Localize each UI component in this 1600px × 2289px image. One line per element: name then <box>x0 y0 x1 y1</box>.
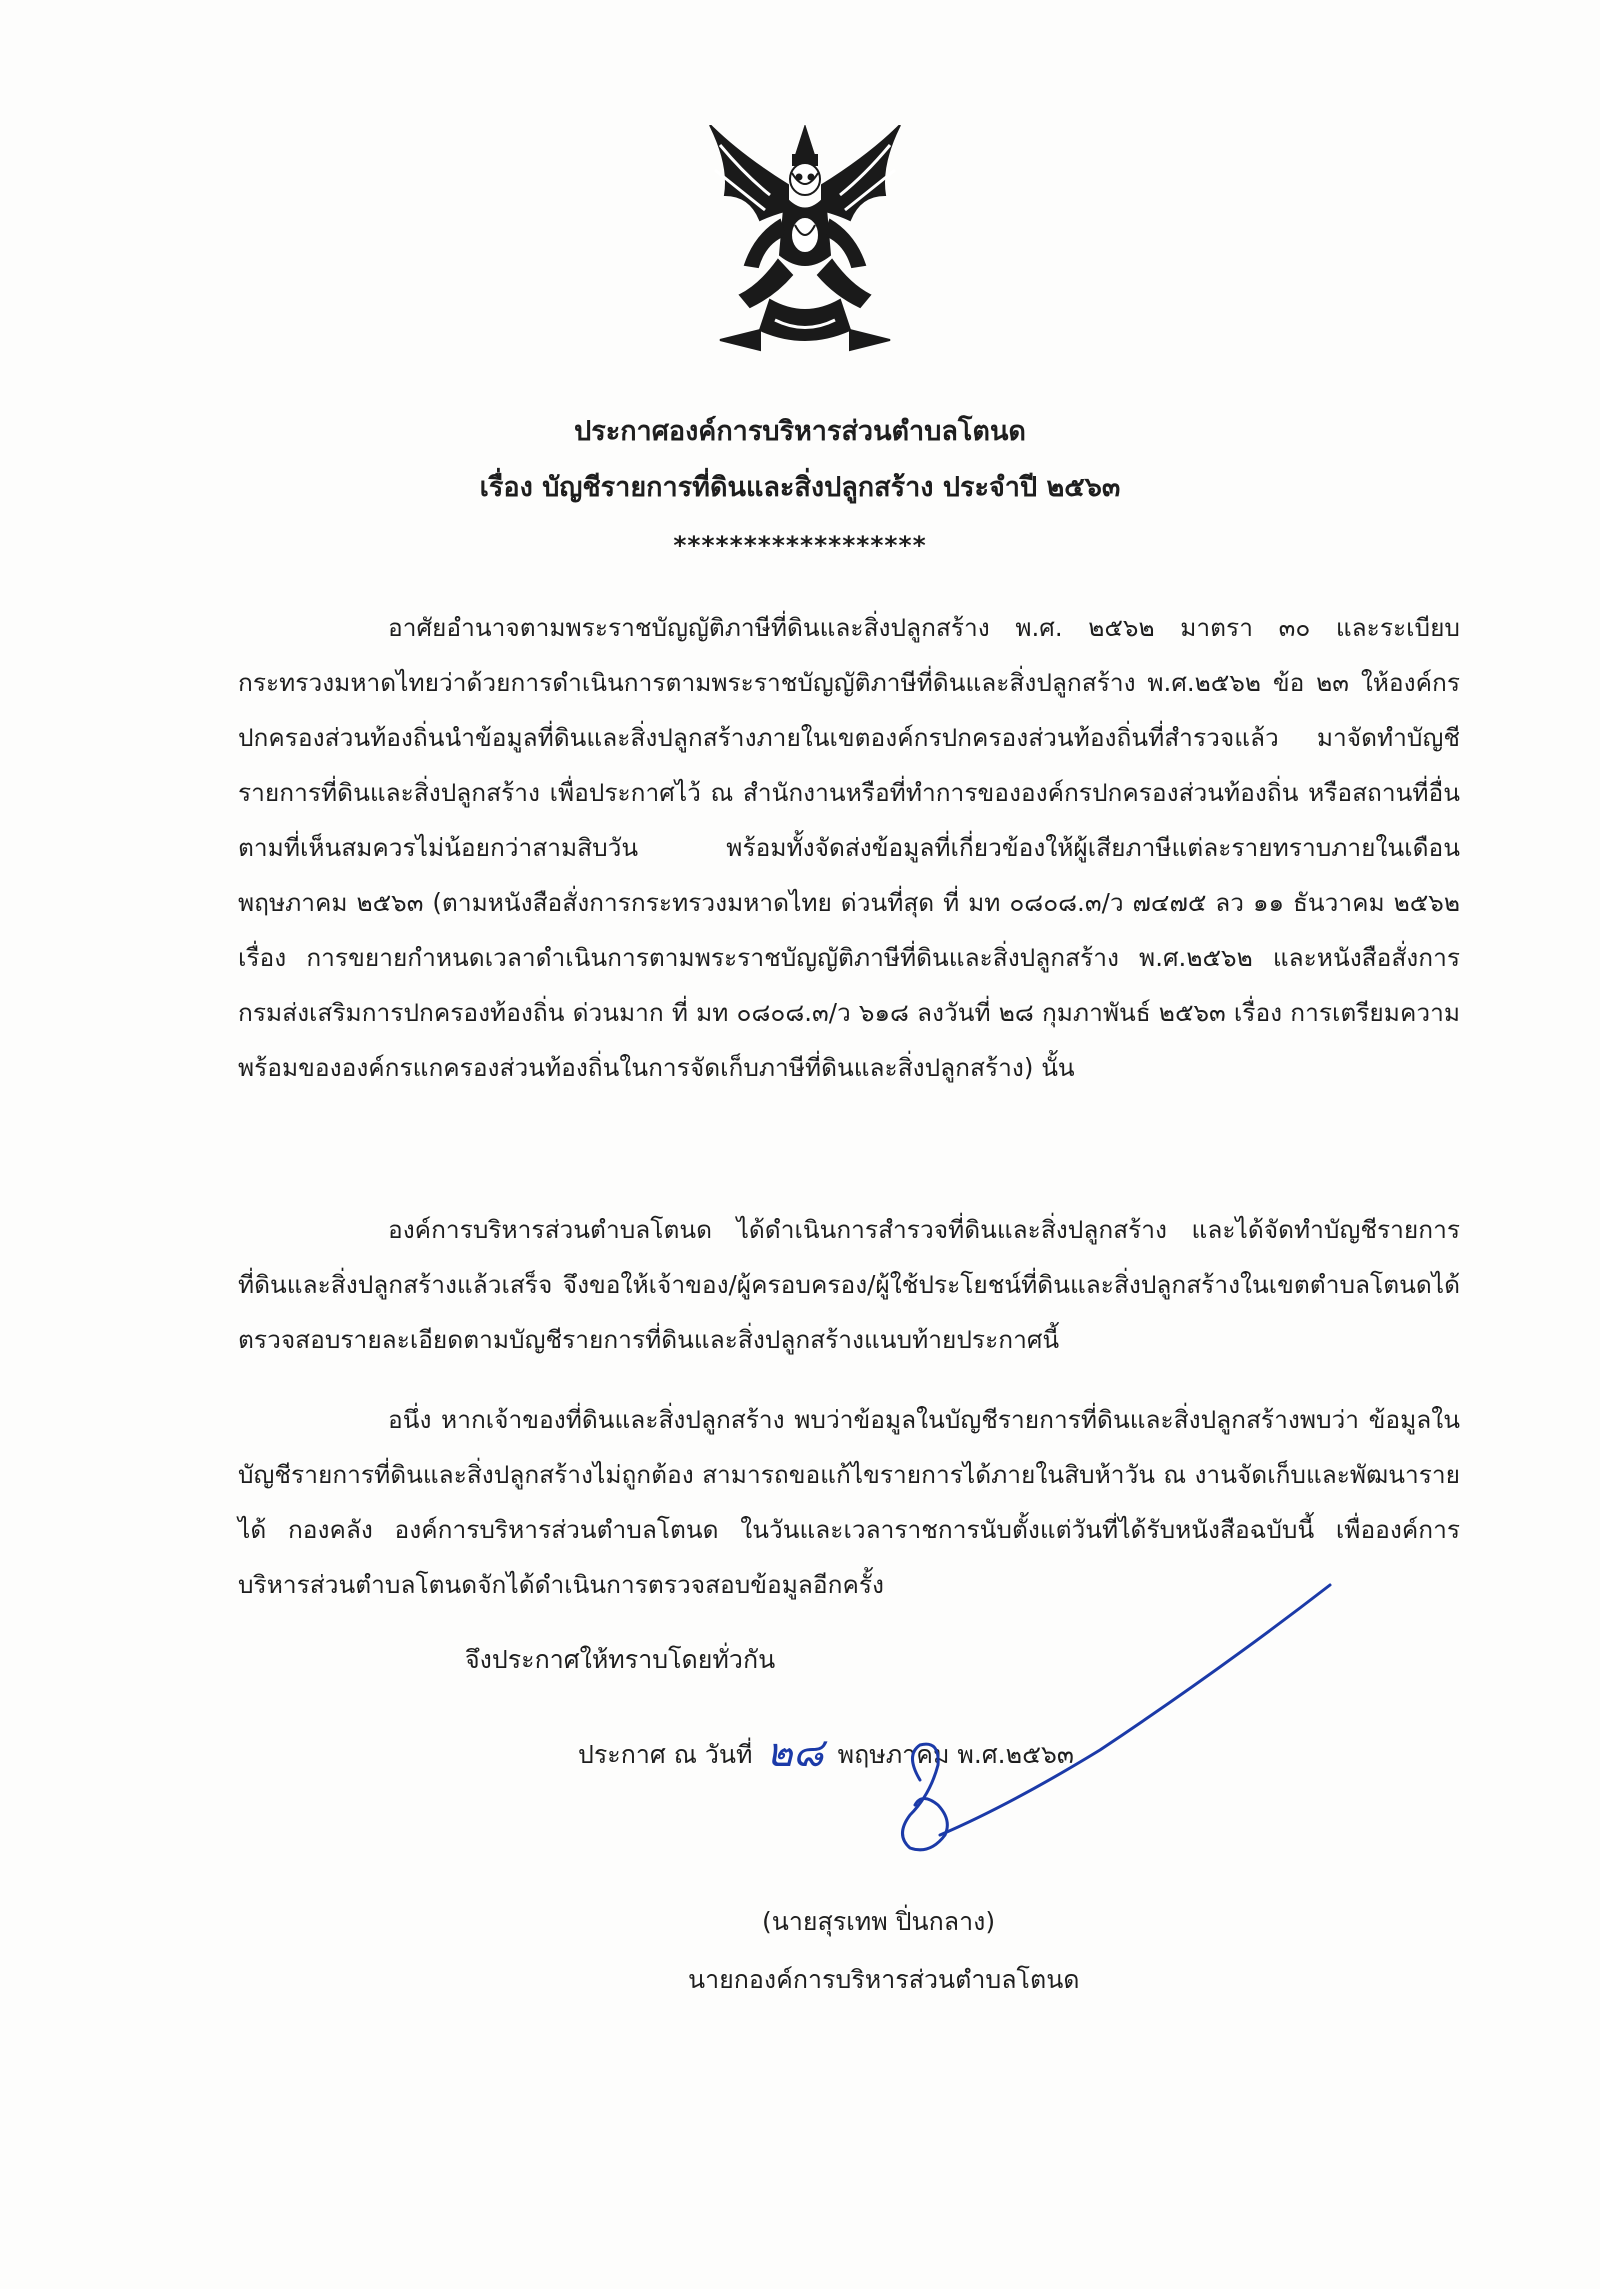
date-suffix: พฤษภาคม พ.ศ.๒๕๖๓ <box>837 1740 1074 1769</box>
closing-announcement: จึงประกาศให้ทราบโดยทั่วกัน <box>465 1645 776 1674</box>
body-paragraph-authority: อาศัยอำนาจตามพระราชบัญญัติภาษีที่ดินและสิ่งปลูกสร้าง พ.ศ. ๒๕๖๒ มาตรา ๓๐ และระเบียบกระทรวงมหาดไทยว่าด้วยการดำเนินการตามพระราชบัญญัติภาษีที่ดินและสิ่งปลูกสร้าง พ.ศ.๒๕๖๒ ข้อ ๒๓ ให้องค์กรปกครองส่วนท้องถิ่นนำข้อมูลที่ดินและสิ่งปลูกสร้างภายในเขตองค์กรปกครองส่วนท้องถิ่นที่สำรวจแล้ว มาจัดทำบัญชีรายการที่ดินและสิ่งปลูกสร้าง เพื่อประกาศไว้ ณ สำนักงานหรือที่ทำการขององค์กรปกครองส่วนท้องถิ่น หรือสถานที่อื่นตามที่เห็นสมควรไม่น้อยกว่าสามสิบวัน พร้อมทั้งจัดส่งข้อมูลที่เกี่ยวข้องให้ผู้เสียภาษีแต่ละรายทราบภายในเดือนพฤษภาคม ๒๕๖๓ (ตามหนังสือสั่งการกระทรวงมหาดไทย ด่วนที่สุด ที่ มท ๐๘๐๘.๓/ว ๗๔๗๕ ลว ๑๑ ธันวาคม ๒๕๖๒ เรื่อง การขยายกำหนดเวลาดำเนินการตามพระราชบัญญัติภาษีที่ดินและสิ่งปลูกสร้าง พ.ศ.๒๕๖๒ และหนังสือสั่งการ กรมส่งเสริมการปกครองท้องถิ่น ด่วนมาก ที่ มท ๐๘๐๘.๓/ว ๖๑๘ ลงวันที่ ๒๘ กุมภาพันธ์ ๒๕๖๓ เรื่อง การเตรียมความพร้อมขององค์กรแกครองส่วนท้องถิ่นในการจัดเก็บภาษีที่ดินและสิ่งปลูกสร้าง) นั้น <box>238 613 1460 1082</box>
date-prefix: ประกาศ ณ วันที่ <box>578 1740 753 1769</box>
date-day-handwritten: ๒๘ <box>766 1730 824 1776</box>
title-separator: ****************** <box>673 531 927 560</box>
handwritten-signature <box>860 1580 1340 1900</box>
signatory-name: (นายสุรเทพ ปิ่นกลาง) <box>762 1907 996 1936</box>
body-paragraph-survey: องค์การบริหารส่วนตำบลโตนด ได้ดำเนินการสำรวจที่ดินและสิ่งปลูกสร้าง และได้จัดทำบัญชีรายการที่ดินและสิ่งปลูกสร้างแล้วเสร็จ จึงขอให้เจ้าของ/ผู้ครอบครอง/ผู้ใช้ประโยชน์ที่ดินและสิ่งปลูกสร้างในเขตตำบลโตนดได้ตรวจสอบรายละเอียดตามบัญชีรายการที่ดินและสิ่งปลูกสร้างแนบท้ายประกาศนี้ <box>238 1215 1460 1354</box>
announcement-subject: เรื่อง บัญชีรายการที่ดินและสิ่งปลูกสร้าง ประจำปี ๒๕๖๓ <box>479 472 1121 503</box>
body-paragraph-correction: อนึ่ง หากเจ้าของที่ดินและสิ่งปลูกสร้าง พบว่าข้อมูลในบัญชีรายการที่ดินและสิ่งปลูกสร้างพบว่า ข้อมูลในบัญชีรายการที่ดินและสิ่งปลูกสร้างไม่ถูกต้อง สามารถขอแก้ไขรายการได้ภายในสิบห้าวัน ณ งานจัดเก็บและพัฒนารายได้ กองคลัง องค์การบริหารส่วนตำบลโตนด ในวันและเวลาราชการนับตั้งแต่วันที่ได้รับหนังสือฉบับนี้ เพื่อองค์การบริหารส่วนตำบลโตนดจักได้ดำเนินการตรวจสอบข้อมูลอีกครั้ง <box>238 1405 1460 1599</box>
signatory-position: นายกองค์การบริหารส่วนตำบลโตนด <box>688 1965 1080 1994</box>
garuda-emblem-icon <box>700 125 910 355</box>
announcement-title: ประกาศองค์การบริหารส่วนตำบลโตนด <box>574 416 1026 447</box>
